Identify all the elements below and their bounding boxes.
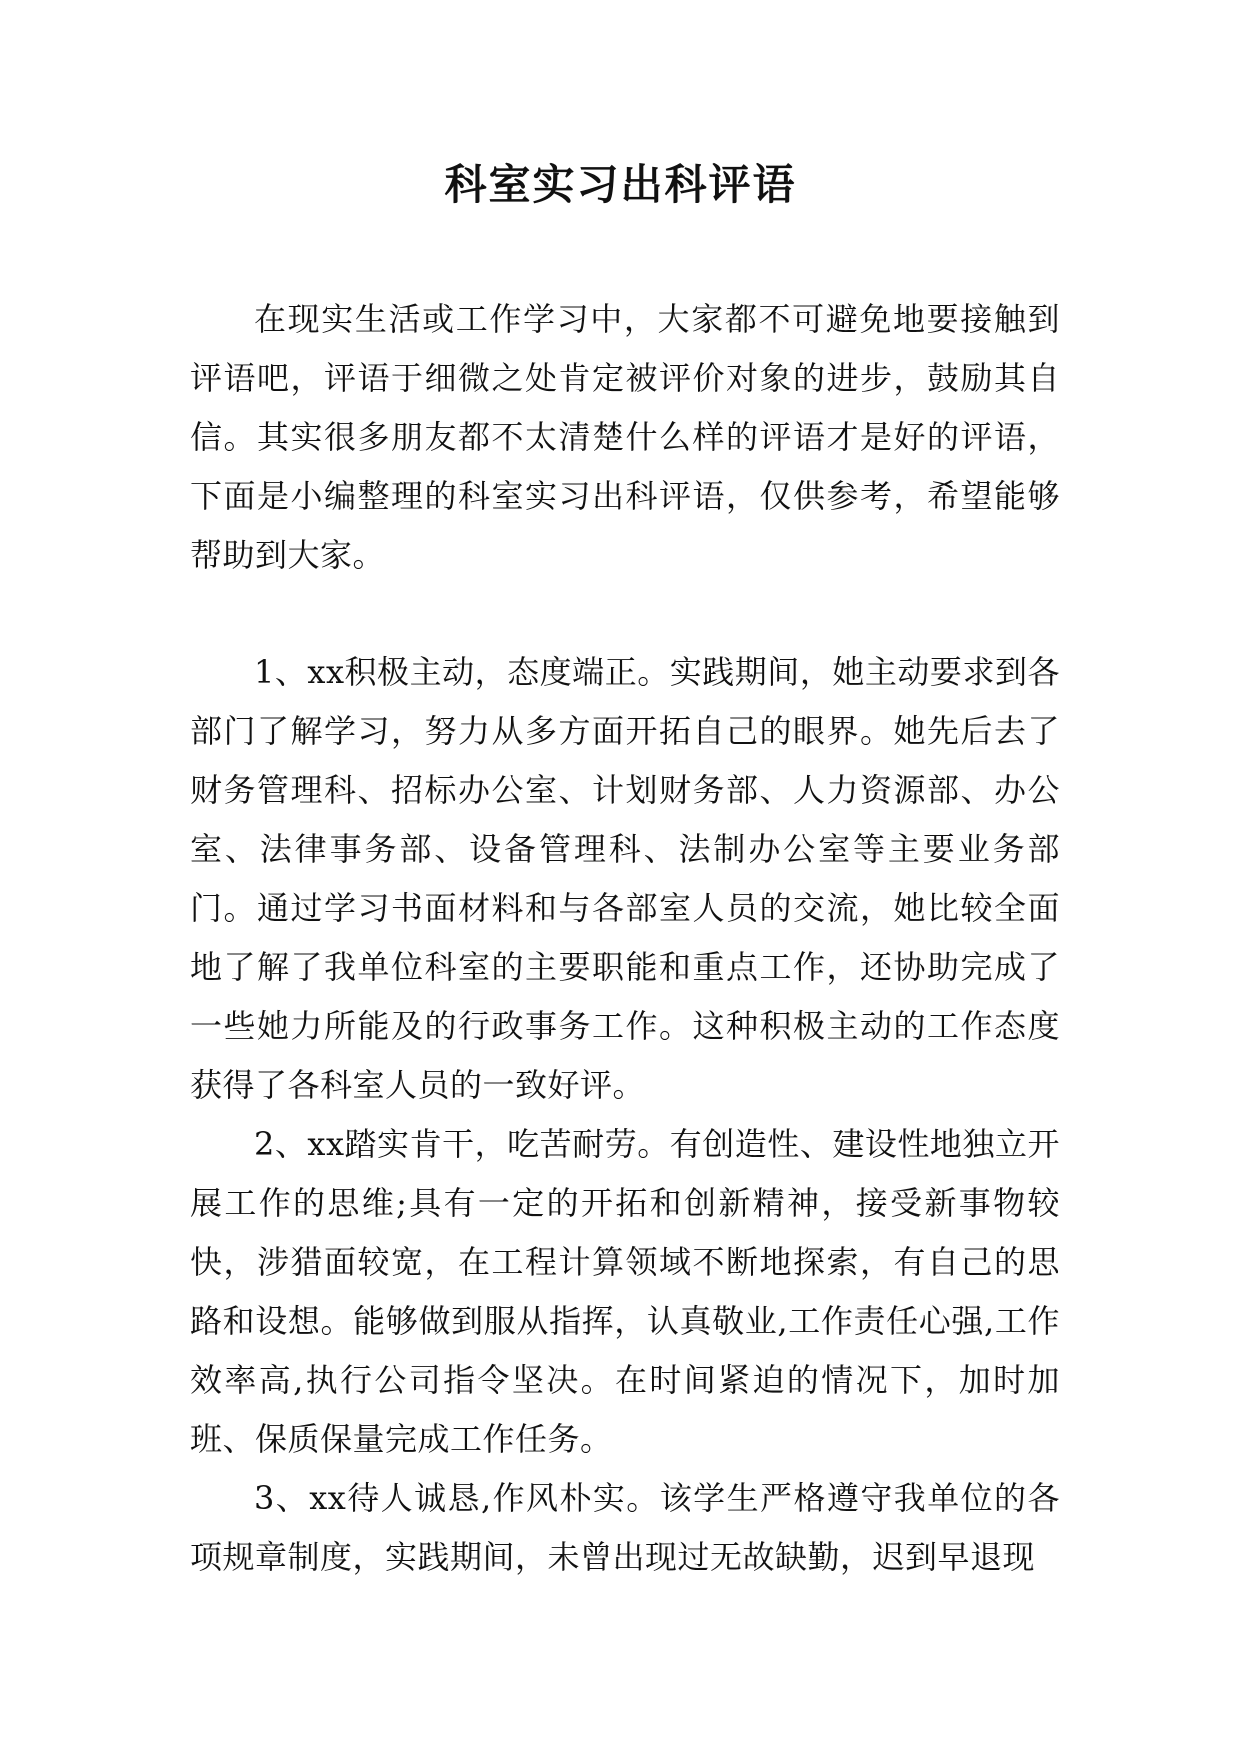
comment-paragraph-1: 1、xx积极主动，态度端正。实践期间，她主动要求到各部门了解学习，努力从多方面开拓自己的眼界。她先后去了财务管理科、招标办公室、计划财务部、人力资源部、办公室、法律事务部、设备管理科、法制办公室等主要业务部门。通过学习书面材料和与各部室人员的交流，她比较全面地了解了我单位科室的主要职能和重点工作，还协助完成了一些她力所能及的行政事务工作。这种积极主动的工作态度获得了各科室人员的一致好评。 (190, 653, 1060, 1104)
document-title: 科室实习出科评语 (444, 160, 797, 209)
comment-paragraph-2: 2、xx踏实肯干，吃苦耐劳。有创造性、建设性地独立开展工作的思维;具有一定的开拓和创新精神，接受新事物较快，涉猎面较宽，在工程计算领域不断地探索，有自己的思路和设想。能够做到服从指挥，认真敬业,工作责任心强,工作效率高,执行公司指令坚决。在时间紧迫的情况下，加时加班、保质保量完成工作任务。 (190, 1125, 1060, 1458)
intro-paragraph: 在现实生活或工作学习中，大家都不可避免地要接触到评语吧，评语于细微之处肯定被评价对象的进步，鼓励其自信。其实很多朋友都不太清楚什么样的评语才是好的评语，下面是小编整理的科室实习出科评语，仅供参考，希望能够帮助到大家。 (190, 300, 1060, 574)
document-body (190, 290, 1060, 1587)
comment-paragraph-3: 3、xx待人诚恳,作风朴实。该学生严格遵守我单位的各项规章制度，实践期间，未曾出现过无故缺勤，迟到早退现 (190, 1479, 1060, 1576)
